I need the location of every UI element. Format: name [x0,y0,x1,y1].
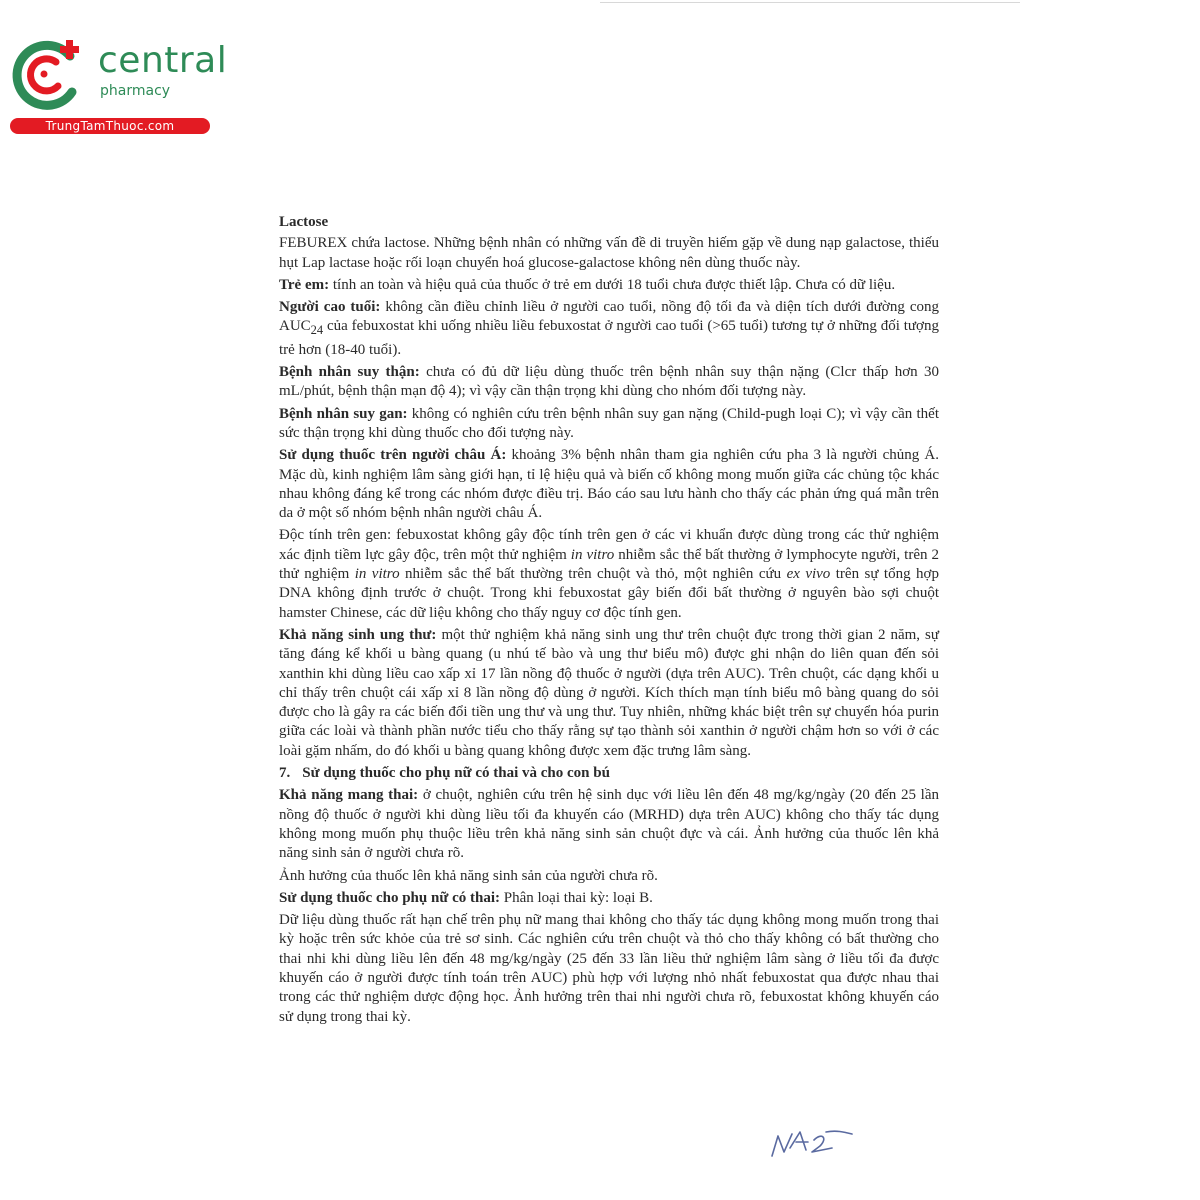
section-heading-lactose: Lactose [279,214,329,230]
central-pharmacy-logo[interactable] [10,36,228,136]
section-heading-7: 7. Sử dụng thuốc cho phụ nữ có thai và cho con bú [279,765,610,782]
paragraph-asian: Sử dụng thuốc trên người châu Á: khoảng 3% bệnh nhân tham gia nghiên cứu pha 3 là người chủng Á. Mặc dù, kinh nghiệm lâm sàng giới hạn, tỉ lệ hiệu quả và biến cố không mong muốn giữa các chủng tộc khác nhau không đáng kể trong các nhóm được điều trị. Báo cáo sau lưu hành cho thấy các phản ứng quá mẫn trên da ở một số nhóm bệnh nhân người châu Á. [279,447,939,522]
paragraph-fertility-human: Ảnh hưởng của thuốc lên khả năng sinh sản của người chưa rõ. [279,867,658,884]
document-page [279,213,939,1030]
brand-url-badge[interactable]: TrungTamThuoc.com [10,118,210,134]
paragraph-genotoxicity: Độc tính trên gen: febuxostat không gây độc tính trên gen ở các vi khuẩn được dùng trong các thử nghiệm xác định tiềm lực gây độc, trên một thử nghiệm in vitro nhiễm sắc thể bất thường ở lymphocyte người, trên 2 thử nghiệm in vitro nhiễm sắc thể bất thường trên chuột và thỏ, một nghiên cứu ex vivo trên sự tổng hợp DNA không định trước ở chuột. Trong khi febuxostat gây biến đổi bất thường ở nguyên bào sợi chuột hamster Chinese, các dữ liệu không cho thấy nguy cơ độc tính gen. [279,527,939,621]
top-border-line [600,2,1020,3]
paragraph-carcinogenicity: Khả năng sinh ung thư: một thử nghiệm khả năng sinh ung thư trên chuột đực trong thời gian 2 năm, sự tăng đáng kể khối u bàng quang (u nhú tế bào và ung thư biểu mô) được ghi nhận do liên quan đến sỏi xanthin khi dùng liều cao xấp xỉ 17 lần nồng độ thuốc ở người (dựa trên AUC). Trên chuột, các dạng khối u chỉ thấy trên chuột cái xấp xỉ 8 lần nồng độ dùng ở người. Kích thích mạn tính biểu mô bàng quang do sỏi được cho là gây ra các biến đổi tiền ung thư và ung thư. Tuy nhiên, những khác biệt trên sự chuyển hóa purin giữa các loài và thành phần nước tiểu cho thấy rằng sự tạo thành sỏi xanthin ở người chậm hơn so với ở các loài gặm nhấm, do đó khối u bàng quang không được xem đặc trưng lâm sàng. [279,626,939,759]
handwritten-signature [766,1122,856,1162]
paragraph-children: Trẻ em: tính an toàn và hiệu quả của thuốc ở trẻ em dưới 18 tuổi chưa được thiết lập. Chưa có dữ liệu. [279,276,896,293]
paragraph-lactose: FEBUREX chứa lactose. Những bệnh nhân có những vấn đề di truyền hiếm gặp về dung nạp galactose, thiếu hụt Lap lactase hoặc rối loạn chuyển hoá glucose-galactose không nên dùng thuốc này. [279,235,939,271]
paragraph-elderly: Người cao tuổi: không cần điều chỉnh liều ở người cao tuổi, nồng độ tối đa và diện tích dưới đường cong $AUC_{24}$ của febuxostat khi uống nhiều liều febuxostat ở người cao tuổi (>65 tuổi) tương tự ở những đối tượng trẻ hơn (18-40 tuổi). [279,299,939,358]
paragraph-pregnancy-data: Dữ liệu dùng thuốc rất hạn chế trên phụ nữ mang thai không cho thấy tác dụng không mong muốn trong thai kỳ hoặc trên sức khỏe của trẻ sơ sinh. Các nghiên cứu trên chuột và thỏ cho thấy không có bất thường cho thai nhi khi dùng liều lên đến 48 mg/kg/ngày (25 đến 33 lần liều thử nghiệm lâm sàng ở liều tối đa được khuyến cáo ở người được tính toán trên AUC) phù hợp với lượng nhỏ nhất febuxostat qua được nhau thai trong các thử nghiệm dược động học. Ảnh hưởng trên thai nhi người chưa rõ, febuxostat không khuyến cáo sử dụng trong thai kỳ. [279,912,939,1025]
paragraph-renal: Bệnh nhân suy thận: chưa có đủ dữ liệu dùng thuốc trên bệnh nhân suy thận nặng (Clcr thấp hơn 30 mL/phút, bệnh thận mạn độ 4); vì vậy cần thận trọng khi dùng cho nhóm đối tượng này. [279,364,939,400]
brand-name: central [98,40,228,81]
pharmacy-c-cross-icon [10,36,94,116]
brand-subtitle: pharmacy [100,83,171,99]
paragraph-fertility: Khả năng mang thai: ở chuột, nghiên cứu trên hệ sinh dục với liều lên đến 48 mg/kg/ngày (20 đến 25 lần nồng độ thuốc ở người khi dùng liều tối đa khuyến cáo (MRHD) dựa trên AUC) không cho thấy tác dụng không mong muốn phụ thuộc liều trên khả năng sinh sản chuột đực và cái. Ảnh hưởng của thuốc lên khả năng sinh sản ở người chưa rõ. [279,787,939,862]
paragraph-hepatic: Bệnh nhân suy gan: không có nghiên cứu trên bệnh nhân suy gan nặng (Child-pugh loại C); vì vậy cần thết sức thận trọng khi dùng thuốc cho đối tượng này. [279,405,939,441]
paragraph-pregnancy-category: Sử dụng thuốc cho phụ nữ có thai: Phân loại thai kỳ: loại B. [279,889,653,906]
